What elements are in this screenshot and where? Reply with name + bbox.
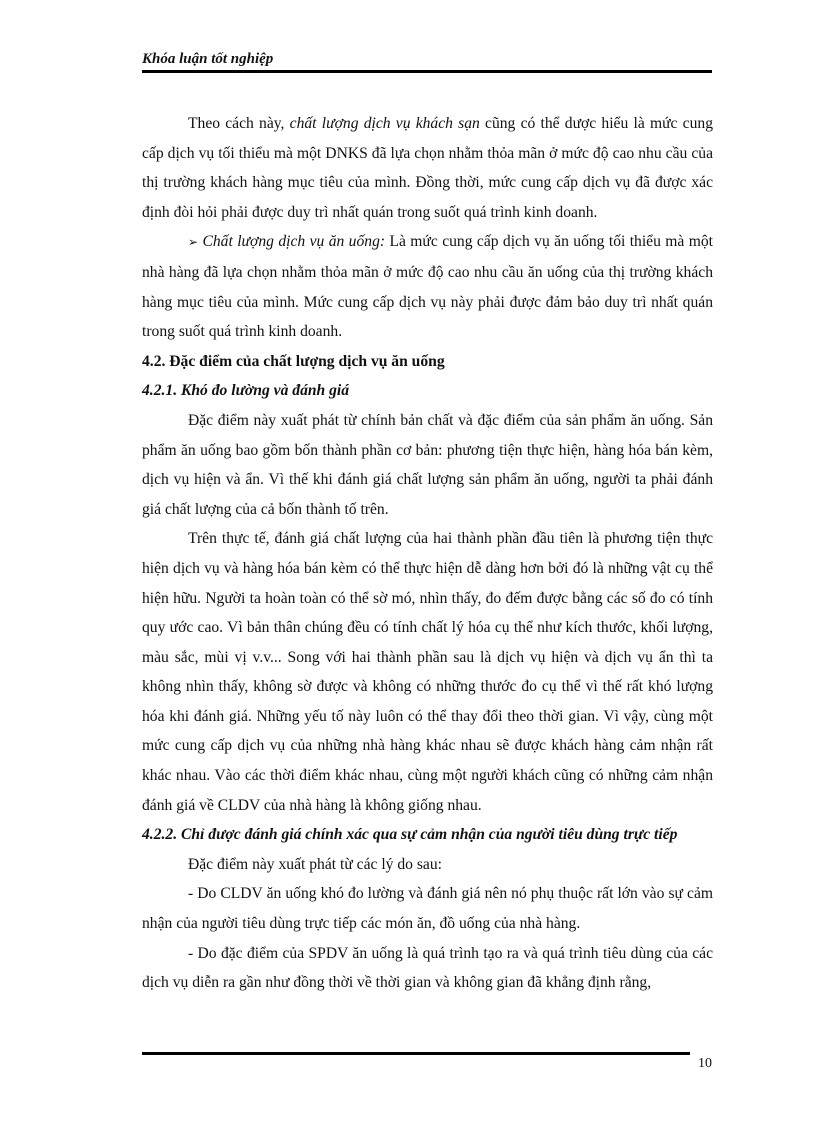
document-body [142,109,713,998]
paragraph-3: Đặc điểm này xuất phát từ chính bản chất và đặc điểm của sản phẩm ăn uống. Sản phẩm ăn uống bao gồm bốn thành phần cơ bản: phương tiện thực hiện, hàng hóa bán kèm, dịch vụ hiện và ẩn. Vì thế khi đánh giá chất lượng sản phẩm ăn uống, người ta phải đánh giá chất lượng của cả bốn thành tố trên. [142,411,713,518]
paragraph-5: Đặc điểm này xuất phát từ các lý do sau: [188,855,442,873]
paragraph-6: - Do CLDV ăn uống khó đo lường và đánh giá nên nó phụ thuộc rất lớn vào sự cảm nhận của người tiêu dùng trực tiếp các món ăn, đồ uống của nhà hàng. [142,885,713,933]
paragraph-7: - Do đặc điểm của SPDV ăn uống là quá trình tạo ra và quá trình tiêu dùng của các dịch vụ diễn ra gần như đồng thời về thời gian và không gian đã khẳng định rằng, [142,944,713,992]
heading-4-2-2: 4.2.2. Chỉ được đánh giá chính xác qua sự cảm nhận của người tiêu dùng trực tiếp [142,826,678,844]
paragraph-2-post: Là mức cung cấp dịch vụ ăn uống tối thiểu mà một nhà hàng đã lựa chọn nhằm thỏa mãn ở mức độ cao nhu cầu ăn uống của thị trường khách hàng mục tiêu của mình. Mức cung cấp dịch vụ này phải được đảm bảo duy trì nhất quán trong suốt quá trình kinh doanh. [142,233,713,341]
page-header [142,50,712,73]
paragraph-2 [142,227,713,346]
paragraph-1-emphasis: chất lượng dịch vụ khách sạn [289,115,480,132]
paragraph-2-emphasis: Chất lượng dịch vụ ăn uống: [202,233,386,251]
header-rule [142,70,712,73]
paragraph-1 [142,109,713,227]
heading-4-2: 4.2. Đặc điểm của chất lượng dịch vụ ăn uống [142,352,445,370]
paragraph-4: Trên thực tế, đánh giá chất lượng của hai thành phần đầu tiên là phương tiện thực hiện dịch vụ và hàng hóa bán kèm có thể thực hiện dễ dàng hơn bởi đó là những vật cụ thể hiện hữu. Người ta hoàn toàn có thể sờ mó, nhìn thấy, đo đếm được bằng các số đo có tính quy ước cao. Vì bản thân chúng đều có tính chất lý hóa cụ thể như kích thước, khối lượng, màu sắc, mùi vị v.v... Song với hai thành phần sau là dịch vụ hiện và dịch vụ ẩn thì ta không nhìn thấy, không sờ được và không có những thước đo cụ thể vì thế rất khó lượng hóa khi đánh giá. Những yếu tố này luôn có thể thay đổi theo thời gian. Vì vậy, cùng một mức cung cấp dịch vụ của những nhà hàng khác nhau sẽ được khách hàng cảm nhận rất khác nhau. Vào các thời điểm khác nhau, cùng một người khách cũng có những cảm nhận đánh giá về CLDV của nhà hàng là không giống nhau. [142,530,713,814]
page-number: 10 [698,1056,712,1071]
paragraph-1-pre: Theo cách này, [188,115,290,132]
header-title: Khóa luận tốt nghiệp [142,51,274,67]
arrow-bullet-icon: ➢ [188,235,199,250]
heading-4-2-1: 4.2.1. Khó đo lường và đánh giá [142,382,350,400]
footer-rule [142,1052,690,1055]
paragraph-1-post: cũng có thể dược hiểu là mức cung cấp dịch vụ tối thiểu mà một DNKS đã lựa chọn nhằm thỏa mãn ở mức độ cao nhu cầu của thị trường khách hàng mục tiêu của mình. Đồng thời, mức cung cấp dịch vụ đã được xác định đòi hỏi phải được duy trì nhất quán trong suốt quá trình kinh doanh. [142,115,713,221]
